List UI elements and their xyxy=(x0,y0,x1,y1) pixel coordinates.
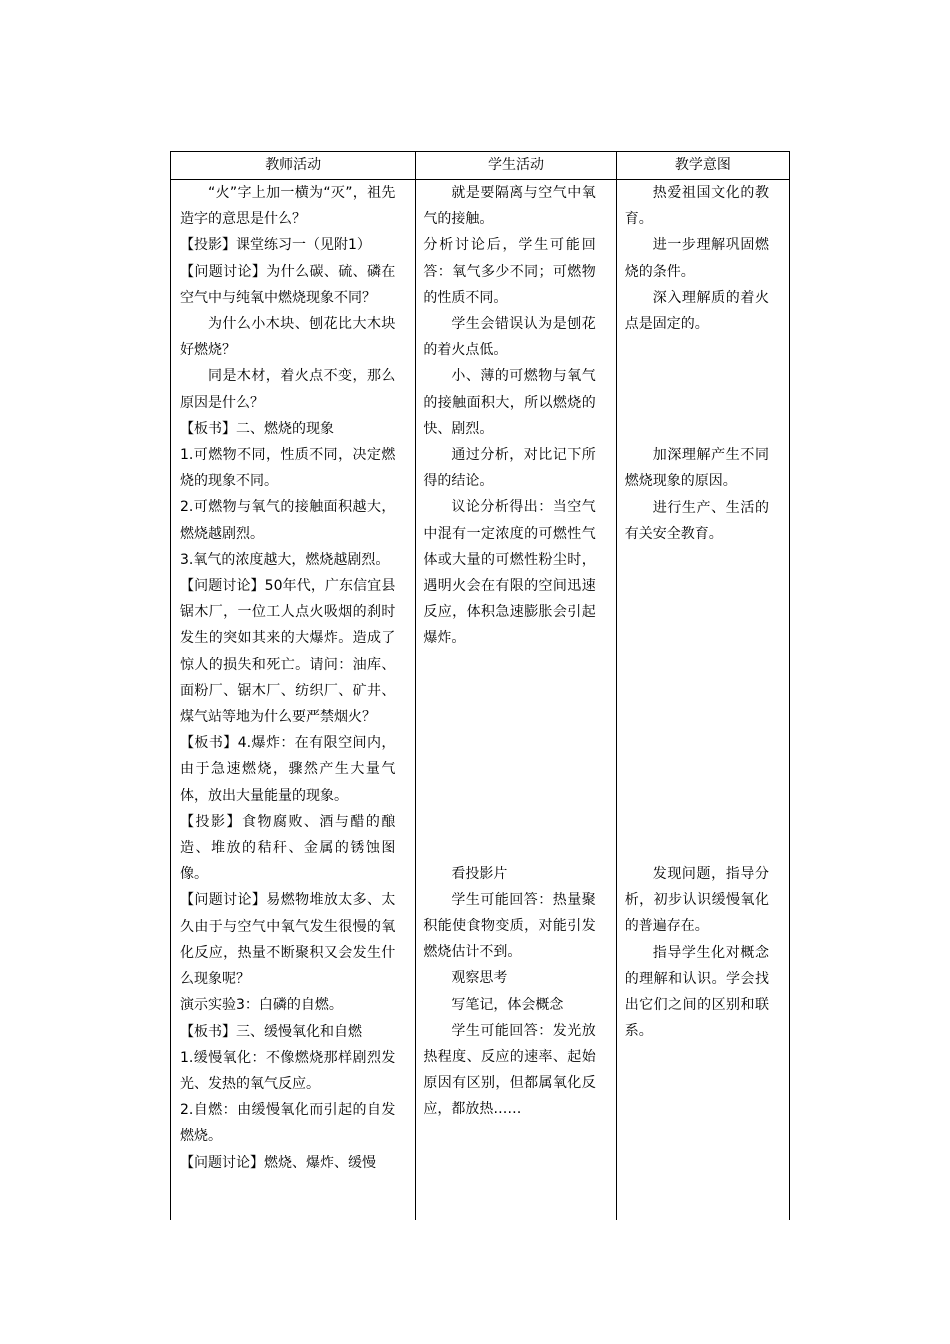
intent-paragraph: 进一步理解巩固燃烧的条件。 xyxy=(624,237,769,280)
student-paragraph: 分析讨论后，学生可能回答：氧气多少不同；可燃物的性质不同。 xyxy=(423,237,596,306)
teacher-paragraph: 2.可燃物与氧气的接触面积越大，燃烧越剧烈。 xyxy=(180,499,396,542)
teacher-paragraph: 1.可燃物不同，性质不同，决定燃烧的现象不同。 xyxy=(180,447,396,490)
paragraph-spacer xyxy=(625,547,769,861)
student-activity-content xyxy=(416,180,615,1220)
paragraph-spacer xyxy=(423,652,595,861)
teacher-paragraph: 【板书】三、缓慢氧化和自燃 xyxy=(180,1023,362,1040)
teacher-paragraph: 3.氧气的浓度越大，燃烧越剧烈。 xyxy=(180,551,390,568)
intent-paragraph: 进行生产、生活的有关安全教育。 xyxy=(624,499,769,542)
student-paragraph: 学生可能回答：发光放热程度、反应的速率、起始原因有区别，但都属氧化反应，都放热…… xyxy=(423,1022,596,1118)
lesson-plan-table xyxy=(170,151,790,1220)
paragraph-spacer xyxy=(625,337,769,442)
teacher-paragraph: 【投影】食物腐败、酒与醋的酿造、堆放的秸秆、金属的锈蚀图像。 xyxy=(180,813,396,883)
student-paragraph: 写笔记，体会概念 xyxy=(451,996,564,1013)
teacher-paragraph: 【问题讨论】易燃物堆放太多、太久由于与空气中氧气发生很慢的氧化反应，热量不断聚积又会发生什么现象呢？ xyxy=(180,892,396,988)
teacher-paragraph: 【板书】二、燃烧的现象 xyxy=(180,420,334,437)
teacher-activity-content xyxy=(171,180,415,1220)
teacher-paragraph: 演示实验3：白磷的自燃。 xyxy=(180,997,343,1014)
student-paragraph: 议论分析得出：当空气中混有一定浓度的可燃性气体或大量的可燃性粉尘时，遇明火会在有限的空间迅速反应，体积急速膨胀会引起爆炸。 xyxy=(423,499,596,647)
table-header-row xyxy=(171,152,790,180)
student-paragraph: 学生会错误认为是刨花的着火点低。 xyxy=(423,316,596,359)
teacher-paragraph: 【问题讨论】为什么碳、硫、磷在空气中与纯氧中燃烧现象不同？ xyxy=(180,263,396,306)
header-student-activity: 学生活动 xyxy=(416,152,616,180)
teacher-paragraph: 【板书】4.爆炸：在有限空间内，由于急速燃烧，骤然产生大量气体，放出大量能量的现象。 xyxy=(180,735,396,804)
header-teaching-intent: 教学意图 xyxy=(616,152,789,180)
student-paragraph: 小、薄的可燃物与氧气的接触面积大，所以燃烧的快、剧烈。 xyxy=(423,368,596,437)
intent-paragraph: 指导学生化对概念的理解和认识。学会找出它们之间的区别和联系。 xyxy=(624,944,769,1040)
student-activity-cell xyxy=(416,180,616,1221)
teaching-intent-cell xyxy=(616,180,789,1221)
intent-paragraph: 加深理解产生不同燃烧现象的原因。 xyxy=(624,447,769,490)
teacher-paragraph: 【问题讨论】50年代，广东信宜县锯木厂，一位工人点火吸烟的刹时发生的突如其来的大爆炸。造成了惊人的损失和死亡。请问：油库、面粉厂、锯木厂、纺织厂、矿井、煤气站等地为什么要严禁烟火？ xyxy=(180,578,396,726)
teacher-paragraph: 为什么小木块、刨花比大木块好燃烧？ xyxy=(180,316,396,359)
student-paragraph: 学生可能回答：热量聚积能使食物变质，对能引发燃烧估计不到。 xyxy=(423,891,596,961)
teacher-activity-cell xyxy=(171,180,416,1221)
student-paragraph: 看投影片 xyxy=(451,865,508,882)
intent-paragraph: 热爱祖国文化的教育。 xyxy=(624,185,769,228)
intent-paragraph: 深入理解质的着火点是固定的。 xyxy=(624,289,769,333)
student-paragraph: 通过分析，对比记下所得的结论。 xyxy=(423,447,596,490)
intent-paragraph: 发现问题，指导分析，初步认识缓慢氧化的普遍存在。 xyxy=(624,866,769,935)
student-paragraph: 观察思考 xyxy=(451,970,508,987)
teacher-paragraph: 1.缓慢氧化：不像燃烧那样剧烈发光、发热的氧气反应。 xyxy=(180,1049,396,1092)
teacher-paragraph: 2.自燃：由缓慢氧化而引起的自发燃烧。 xyxy=(180,1102,396,1145)
student-paragraph: 就是要隔离与空气中氧气的接触。 xyxy=(423,185,596,228)
teacher-paragraph: “火”字上加一横为“灭”，祖先造字的意思是什么？ xyxy=(180,185,396,228)
teacher-paragraph: 同是木材，着火点不变，那么原因是什么？ xyxy=(180,368,396,411)
table-body-row xyxy=(171,180,790,1221)
header-teacher-activity: 教师活动 xyxy=(171,152,416,180)
teacher-paragraph: 【问题讨论】燃烧、爆炸、缓慢 xyxy=(180,1154,376,1171)
teaching-intent-content xyxy=(617,180,789,1220)
teacher-paragraph: 【投影】课堂练习一（见附1） xyxy=(180,237,371,254)
